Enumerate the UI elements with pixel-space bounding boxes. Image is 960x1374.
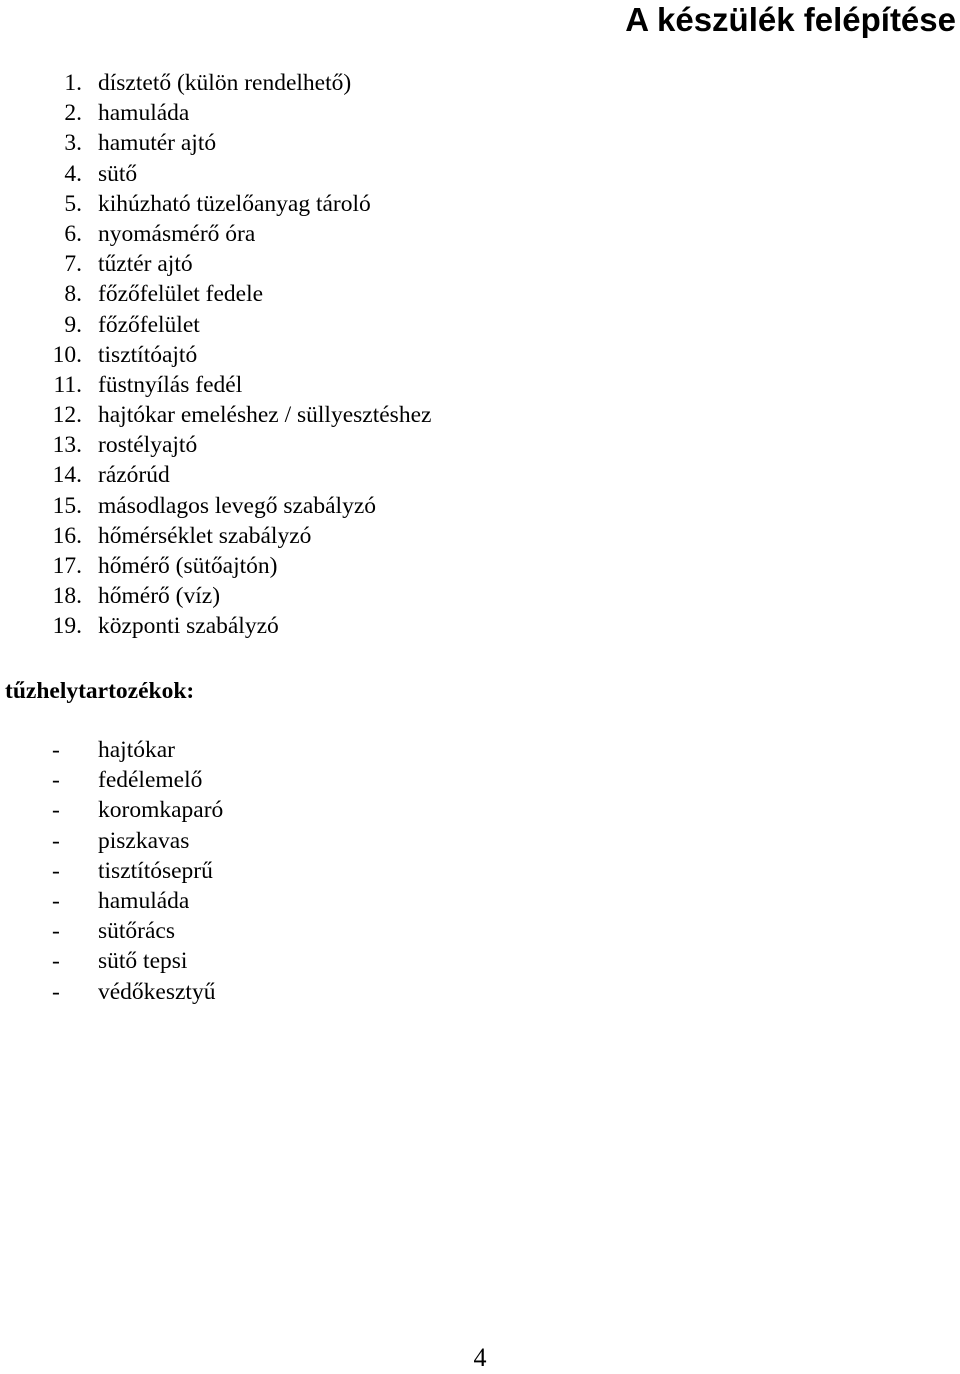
bullet-dash: - (52, 918, 60, 945)
item-text: sütőrács (98, 918, 176, 945)
item-text: főzőfelület fedele (98, 281, 264, 308)
item-text: kihúzható tüzelőanyag tároló (98, 190, 371, 217)
item-text: főzőfelület (98, 311, 200, 338)
item-text: hamutér ajtó (98, 130, 217, 157)
page-number: 4 (473, 1343, 487, 1372)
item-text: tisztítóseprű (98, 857, 213, 884)
item-number: 8. (64, 281, 82, 308)
item-number: 17. (52, 553, 82, 579)
item-text: rostélyajtó (98, 432, 198, 459)
item-text: tisztítóajtó (98, 341, 198, 368)
item-text: hamuláda (98, 887, 190, 914)
item-text: központi szabályzó (98, 613, 279, 640)
item-text: hőmérő (sütőajtón) (98, 553, 278, 579)
item-number: 3. (64, 130, 82, 157)
item-number: 18. (52, 583, 82, 610)
item-text: rázórúd (98, 462, 170, 489)
item-number: 6. (64, 220, 82, 247)
bullet-dash: - (52, 827, 60, 854)
item-text: tűztér ajtó (98, 251, 193, 278)
item-number: 10. (52, 341, 82, 368)
bullet-dash: - (52, 948, 60, 975)
item-number: 11. (53, 371, 82, 398)
item-number: 9. (64, 311, 82, 338)
item-text: hajtókar (98, 737, 175, 763)
item-number: 2. (64, 100, 82, 127)
item-text: hőmérséklet szabályzó (98, 522, 312, 549)
item-text: füstnyílás fedél (98, 371, 243, 398)
item-text: védőkesztyű (98, 978, 216, 1005)
bullet-dash: - (52, 767, 60, 794)
item-text: hamuláda (98, 100, 190, 127)
item-number: 12. (52, 402, 82, 429)
item-text: dísztető (külön rendelhető) (98, 70, 352, 96)
accessories-heading: tűzhelytartozékok: (5, 678, 195, 704)
bullet-dash: - (52, 737, 60, 763)
item-text: hőmérő (víz) (98, 583, 221, 610)
item-number: 14. (52, 462, 82, 489)
item-text: sütő (98, 160, 138, 187)
item-text: koromkaparó (98, 797, 224, 824)
item-number: 7. (64, 251, 82, 278)
item-number: 16. (52, 522, 82, 549)
bullet-dash: - (52, 797, 60, 824)
page-title: A készülék felépítése (625, 1, 956, 38)
item-text: nyomásmérő óra (98, 220, 256, 247)
item-number: 13. (52, 432, 82, 459)
item-number: 15. (52, 492, 82, 519)
item-number: 5. (64, 190, 82, 217)
item-text: sütő tepsi (98, 948, 188, 975)
item-text: piszkavas (98, 827, 190, 854)
item-text: másodlagos levegő szabályzó (98, 492, 376, 519)
bullet-dash: - (52, 978, 60, 1005)
bullet-dash: - (52, 887, 60, 914)
item-number: 19. (52, 613, 82, 640)
bullet-dash: - (52, 857, 60, 884)
item-number: 4. (64, 160, 82, 187)
item-number: 1. (64, 70, 82, 96)
item-text: fedélemelő (98, 767, 203, 794)
item-text: hajtókar emeléshez / süllyesztéshez (98, 402, 432, 429)
